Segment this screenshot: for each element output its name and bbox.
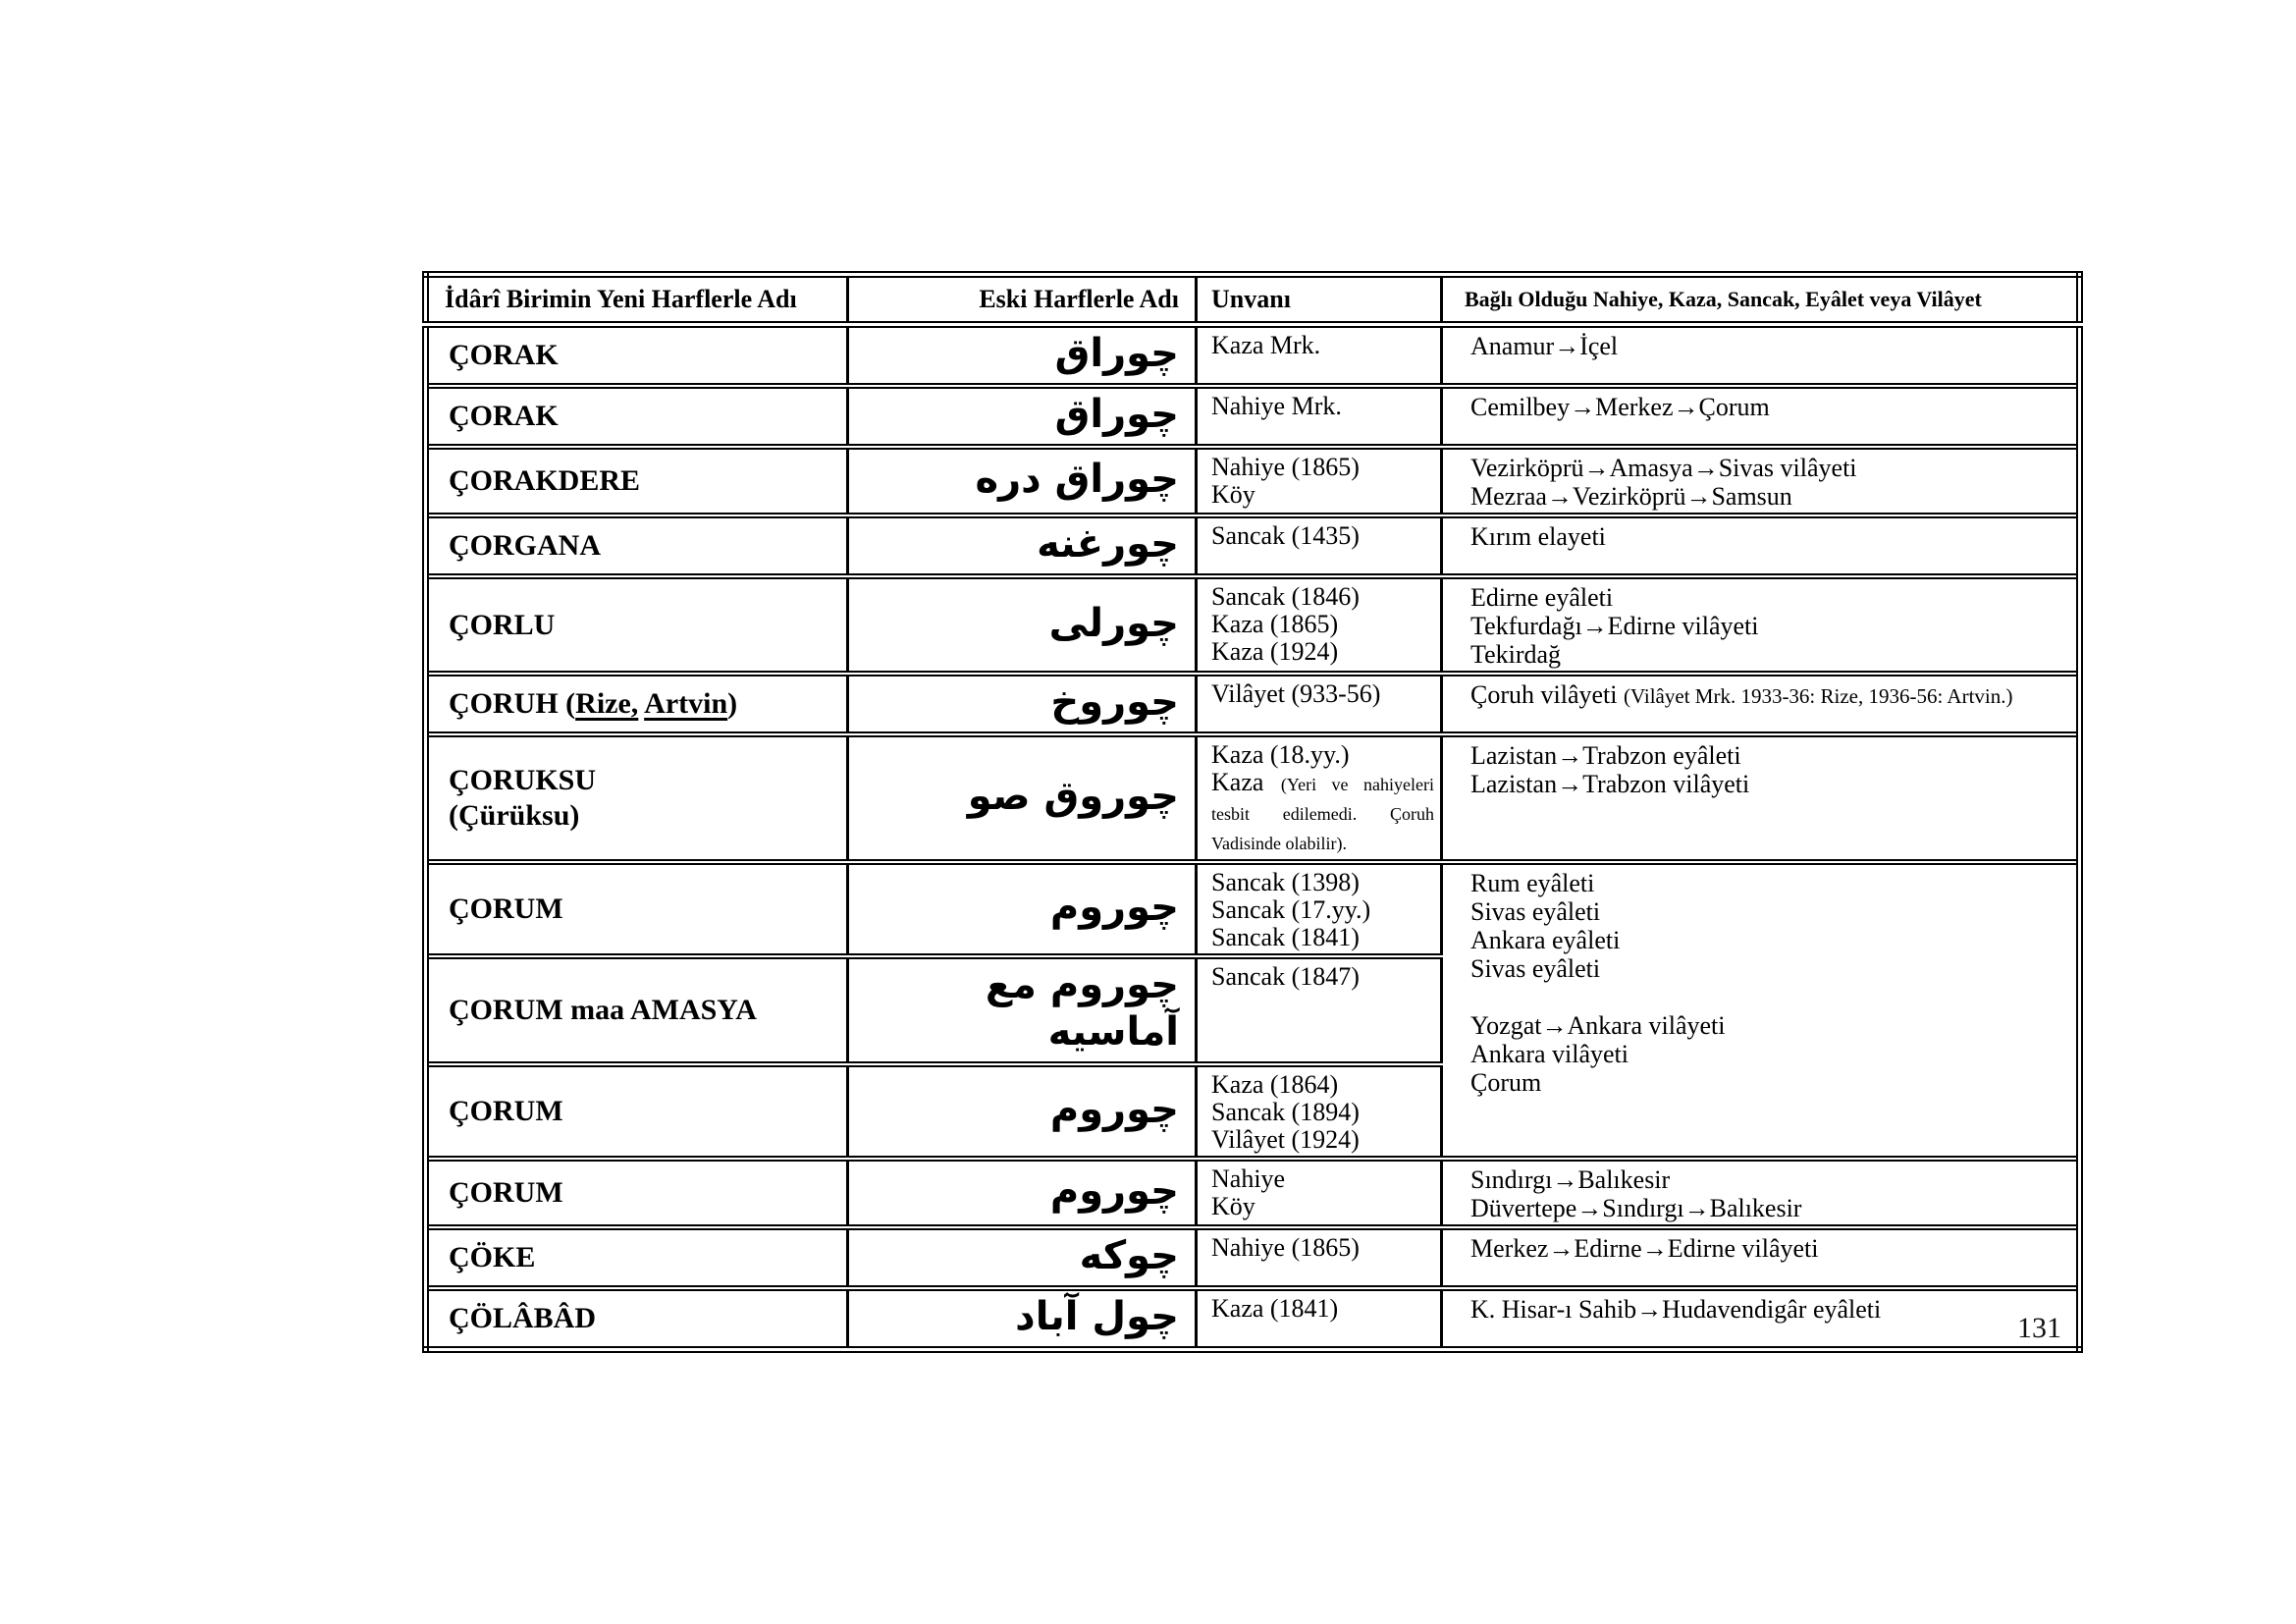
text-segment: Nahiye Mrk. (1211, 392, 1342, 420)
unvan-line (1211, 741, 1434, 769)
cell-new-name (426, 1159, 848, 1227)
cell-new-name (426, 386, 848, 447)
cell-unvan (1197, 576, 1442, 674)
text-segment: ÇÖLÂBÂD (449, 1302, 597, 1334)
new-name-line (449, 686, 840, 722)
cell-bagli (1442, 1159, 2080, 1227)
text-segment: ÇORUM (449, 1176, 563, 1209)
text-segment: Düvertepe→Sındırgı→Balıkesir (1470, 1194, 1802, 1222)
cell-new-name (426, 447, 848, 515)
text-segment: Anamur→İçel (1470, 332, 1619, 360)
cell-new-name (426, 515, 848, 576)
cell-old-name: چوراق (848, 325, 1197, 387)
bagli-line (1470, 393, 2066, 421)
cell-bagli (1442, 734, 2080, 862)
new-name-line (449, 1175, 840, 1211)
cell-bagli (1442, 386, 2080, 447)
text-segment: Sancak (1847) (1211, 962, 1360, 991)
text-segment: Tekfurdağı→Edirne vilâyeti (1470, 612, 1759, 640)
unvan-line (1211, 869, 1434, 896)
text-segment: Kaza (1841) (1211, 1294, 1339, 1323)
unvan-line (1211, 522, 1434, 550)
text-segment: Lazistan→Trabzon eyâleti (1470, 741, 1741, 770)
bagli-line (1470, 741, 2066, 770)
cell-bagli (1442, 515, 2080, 576)
new-name-line (449, 798, 840, 834)
cell-unvan (1197, 1064, 1442, 1159)
cell-bagli (1442, 862, 2080, 1159)
text-segment: Sancak (1894) (1211, 1098, 1360, 1126)
header-unvan: Unvanı (1197, 275, 1442, 325)
bagli-line (1470, 332, 2066, 360)
cell-old-name: چورلى (848, 576, 1197, 674)
text-segment: Ankara vilâyeti (1470, 1040, 1629, 1068)
cell-unvan (1197, 862, 1442, 956)
table-row (426, 447, 2080, 515)
bagli-line (1470, 482, 2066, 511)
text-segment: Merkez→Edirne→Edirne vilâyeti (1470, 1234, 1819, 1263)
unvan-line (1211, 332, 1434, 359)
cell-unvan (1197, 1227, 1442, 1288)
text-segment: Lazistan→Trabzon vilâyeti (1470, 770, 1750, 798)
unvan-line (1211, 1193, 1434, 1220)
table-row (426, 1159, 2080, 1227)
new-name-line (449, 338, 840, 373)
header-new-name: İdârî Birimin Yeni Harflerle Adı (426, 275, 848, 325)
new-name-line (449, 399, 840, 434)
unvan-line (1211, 393, 1434, 420)
cell-unvan (1197, 386, 1442, 447)
new-name-line (449, 1094, 840, 1129)
text-segment: ÇÖKE (449, 1241, 536, 1273)
text-segment: Sancak (17.yy.) (1211, 895, 1371, 924)
cell-old-name: چوروم (848, 1064, 1197, 1159)
text-segment: Köy (1211, 1192, 1255, 1220)
cell-new-name (426, 674, 848, 734)
text-segment: Sancak (1398) (1211, 868, 1360, 896)
bagli-line (1470, 454, 2066, 482)
header-bagli: Bağlı Olduğu Nahiye, Kaza, Sancak, Eyâlet veya Vilâyet (1442, 275, 2080, 325)
bagli-line (1470, 1011, 2066, 1040)
cell-unvan (1197, 447, 1442, 515)
text-segment: Tekirdağ (1470, 640, 1562, 669)
text-segment: Kaza Mrk. (1211, 331, 1321, 359)
text-segment: Kaza (1865) (1211, 610, 1339, 638)
cell-old-name: چوروم (848, 1159, 1197, 1227)
table-row (426, 325, 2080, 387)
text-segment: Ankara eyâleti (1470, 926, 1621, 954)
cell-unvan (1197, 734, 1442, 862)
text-segment: ÇORAKDERE (449, 464, 641, 497)
unvan-line (1211, 1234, 1434, 1262)
unvan-line (1211, 638, 1434, 666)
new-name-line (449, 763, 840, 798)
text-segment: Sancak (1841) (1211, 923, 1360, 951)
unvan-line (1211, 963, 1434, 991)
bagli-line (1470, 1068, 2066, 1097)
text-segment: Edirne eyâleti (1470, 583, 1614, 612)
bagli-line (1470, 583, 2066, 612)
bagli-line (1470, 983, 2066, 1011)
text-segment: (Yeri ve nahiyeleri tesbit edilemedi. Çoruh Vadisinde olabilir). (1211, 775, 1434, 853)
table-row (426, 1288, 2080, 1350)
text-segment: Yozgat→Ankara vilâyeti (1470, 1011, 1726, 1040)
text-segment: Çorum (1470, 1068, 1542, 1097)
bagli-line (1470, 522, 2066, 551)
text-segment: Nahiye (1211, 1164, 1286, 1193)
cell-new-name (426, 1064, 848, 1159)
text-segment: Cemilbey→Merkez→Çorum (1470, 393, 1770, 421)
text-segment: Rum eyâleti (1470, 869, 1595, 897)
cell-bagli (1442, 674, 2080, 734)
bagli-line (1470, 770, 2066, 798)
new-name-line (449, 1301, 840, 1336)
text-segment: ÇORUH ( (449, 687, 576, 720)
cell-unvan (1197, 1159, 1442, 1227)
text-segment: ) (727, 687, 738, 720)
bagli-line (1470, 1040, 2066, 1068)
unvan-line (1211, 896, 1434, 924)
new-name-line (449, 993, 840, 1028)
cell-new-name (426, 325, 848, 387)
text-segment: Vilâyet (1924) (1211, 1125, 1360, 1154)
new-name-line (449, 892, 840, 927)
page-number: 131 (2017, 1312, 2061, 1344)
bagli-line (1470, 926, 2066, 954)
cell-old-name: چوراق (848, 386, 1197, 447)
unvan-line (1211, 454, 1434, 481)
text-segment: Vezirköprü→Amasya→Sivas vilâyeti (1470, 454, 1857, 482)
text-segment: (Çürüksu) (449, 799, 580, 832)
header-old-name: Eski Harflerle Adı (848, 275, 1197, 325)
unvan-line (1211, 680, 1434, 708)
cell-bagli (1442, 447, 2080, 515)
unvan-line (1211, 1165, 1434, 1193)
unvan-line (1211, 1071, 1434, 1099)
bagli-line (1470, 1234, 2066, 1263)
cell-new-name (426, 862, 848, 956)
text-segment: (Vilâyet Mrk. 1933-36: Rize, 1936-56: Artvin.) (1623, 684, 2013, 708)
bagli-line (1470, 680, 2066, 711)
cell-unvan (1197, 1288, 1442, 1350)
bagli-line (1470, 1194, 2066, 1222)
unvan-line (1211, 611, 1434, 638)
header-row (426, 275, 2080, 325)
text-segment: Sancak (1846) (1211, 582, 1360, 611)
cell-old-name: چوكه (848, 1227, 1197, 1288)
bagli-line (1470, 1165, 2066, 1194)
cell-old-name: چوروم مع آماسيه (848, 956, 1197, 1064)
text-segment: Sancak (1435) (1211, 521, 1360, 550)
text-segment: Sivas eyâleti (1470, 954, 1601, 983)
unvan-line (1211, 1295, 1434, 1323)
cell-new-name (426, 1288, 848, 1350)
text-segment: K. Hisar-ı Sahib→Hudavendigâr eyâleti (1470, 1295, 1882, 1324)
text-segment: ÇORUM (449, 893, 563, 925)
cell-bagli (1442, 1227, 2080, 1288)
text-segment: Nahiye (1865) (1211, 453, 1360, 481)
new-name-line (449, 463, 840, 499)
text-segment: ÇORGANA (449, 529, 601, 562)
text-segment: Kırım elayeti (1470, 522, 1606, 551)
new-name-line (449, 528, 840, 564)
text-segment: Çoruh vilâyeti (1470, 680, 1624, 709)
table-row (426, 674, 2080, 734)
new-name-line (449, 1240, 840, 1275)
unvan-line (1211, 924, 1434, 951)
cell-bagli (1442, 1288, 2080, 1350)
cell-old-name: چوروم (848, 862, 1197, 956)
table-row (426, 515, 2080, 576)
cell-old-name: چوروخ (848, 674, 1197, 734)
text-segment: Köy (1211, 480, 1255, 509)
text-segment: ÇORAK (449, 400, 559, 432)
text-segment: Kaza (1864) (1211, 1070, 1339, 1099)
unvan-line (1211, 769, 1434, 857)
bagli-line (1470, 954, 2066, 983)
cell-old-name: چورغنه (848, 515, 1197, 576)
text-segment: Artvin (644, 687, 728, 720)
table-row (426, 576, 2080, 674)
table-row (426, 1227, 2080, 1288)
text-segment: ÇORUM maa AMASYA (449, 994, 757, 1026)
text-segment: Sivas eyâleti (1470, 897, 1601, 926)
cell-unvan (1197, 956, 1442, 1064)
text-segment: Kaza (1924) (1211, 637, 1339, 666)
admin-units-table (422, 271, 2083, 1353)
table-row (426, 862, 2080, 956)
text-segment: ÇORAK (449, 339, 559, 371)
text-segment: Kaza (18.yy.) (1211, 740, 1350, 769)
text-segment: Rize, (575, 687, 639, 720)
cell-unvan (1197, 674, 1442, 734)
text-segment: ÇORUM (449, 1095, 563, 1127)
bagli-line (1470, 1295, 2066, 1324)
new-name-line (449, 608, 840, 643)
bagli-line (1470, 869, 2066, 897)
text-segment: Nahiye (1865) (1211, 1233, 1360, 1262)
cell-new-name (426, 1227, 848, 1288)
text-segment: Kaza (1211, 768, 1281, 796)
table-row (426, 734, 2080, 862)
cell-new-name (426, 576, 848, 674)
cell-unvan (1197, 515, 1442, 576)
text-segment: Sındırgı→Balıkesir (1470, 1165, 1671, 1194)
cell-old-name: چول آباد (848, 1288, 1197, 1350)
bagli-line (1470, 640, 2066, 669)
unvan-line (1211, 481, 1434, 509)
table-row (426, 386, 2080, 447)
cell-unvan (1197, 325, 1442, 387)
cell-bagli (1442, 576, 2080, 674)
unvan-line (1211, 1126, 1434, 1154)
text-segment: Mezraa→Vezirköprü→Samsun (1470, 482, 1792, 511)
cell-bagli (1442, 325, 2080, 387)
cell-new-name (426, 734, 848, 862)
bagli-line (1470, 897, 2066, 926)
table-body (426, 325, 2080, 1350)
cell-old-name: چوراق دره (848, 447, 1197, 515)
cell-new-name (426, 956, 848, 1064)
text-segment: ÇORUKSU (449, 764, 597, 796)
text-segment: Vilâyet (933-56) (1211, 679, 1381, 708)
unvan-line (1211, 583, 1434, 611)
text-segment: ÇORLU (449, 608, 556, 641)
cell-old-name: چوروق صو (848, 734, 1197, 862)
bagli-line (1470, 612, 2066, 640)
unvan-line (1211, 1099, 1434, 1126)
